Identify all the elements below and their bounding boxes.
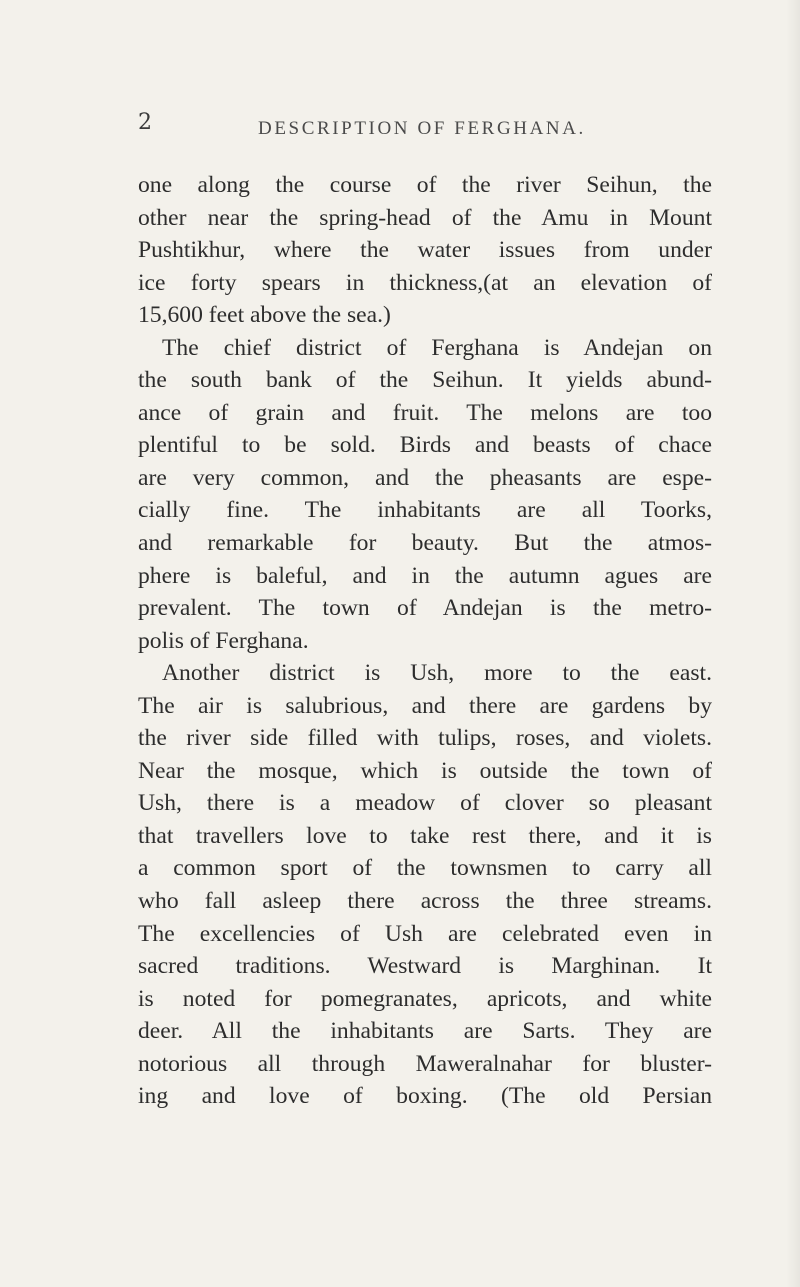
text-line: Ush, there is a meadow of clover so pleasant: [138, 790, 712, 817]
body-text: [138, 169, 712, 1113]
paragraph-first-line: The chief district of Ferghana is Andejan on: [162, 334, 712, 361]
text-line: notorious all through Maweralnahar for bluster-: [138, 1050, 712, 1077]
text-line: deer. All the inhabitants are Sarts. They are: [138, 1018, 712, 1045]
text-line: phere is baleful, and in the autumn agues are: [138, 562, 712, 589]
text-line: The air is salubrious, and there are gardens by: [138, 692, 712, 719]
text-line: the river side filled with tulips, roses, and violets.: [138, 725, 712, 752]
running-head: DESCRIPTION OF FERGHANA.: [258, 118, 586, 139]
text-line: are very common, and the pheasants are espe-: [138, 464, 712, 491]
text-line: and remarkable for beauty. But the atmos-: [138, 530, 712, 557]
page-edge: [786, 0, 800, 1287]
text-line: plentiful to be sold. Birds and beasts of chace: [138, 432, 712, 459]
text-line: other near the spring-head of the Amu in Mount: [138, 204, 712, 231]
page-number: 2: [138, 110, 152, 135]
text-line: one along the course of the river Seihun, the: [138, 172, 712, 198]
text-line: 15,600 feet above the sea.): [138, 302, 391, 329]
paragraph-first-line: Another district is Ush, more to the east.: [162, 660, 712, 687]
text-line: who fall asleep there across the three streams.: [138, 888, 712, 915]
text-line: ance of grain and fruit. The melons are too: [138, 399, 712, 426]
text-line: ing and love of boxing. (The old Persian: [138, 1083, 712, 1110]
text-line: that travellers love to take rest there, and it is: [138, 822, 712, 849]
text-line: polis of Ferghana.: [138, 627, 309, 654]
text-line: cially fine. The inhabitants are all Toorks,: [138, 497, 712, 524]
text-line: The excellencies of Ush are celebrated even in: [138, 920, 712, 947]
text-line: Near the mosque, which is outside the town of: [138, 757, 712, 784]
text-line: prevalent. The town of Andejan is the metro-: [138, 595, 712, 622]
text-line: the south bank of the Seihun. It yields abund-: [138, 367, 712, 394]
text-line: Pushtikhur, where the water issues from under: [138, 237, 712, 264]
text-line: is noted for pomegranates, apricots, and white: [138, 985, 712, 1012]
text-line: ice forty spears in thickness,(at an elevation of: [138, 269, 712, 296]
text-line: a common sport of the townsmen to carry all: [138, 855, 712, 882]
text-line: sacred traditions. Westward is Marghinan. It: [138, 953, 712, 980]
